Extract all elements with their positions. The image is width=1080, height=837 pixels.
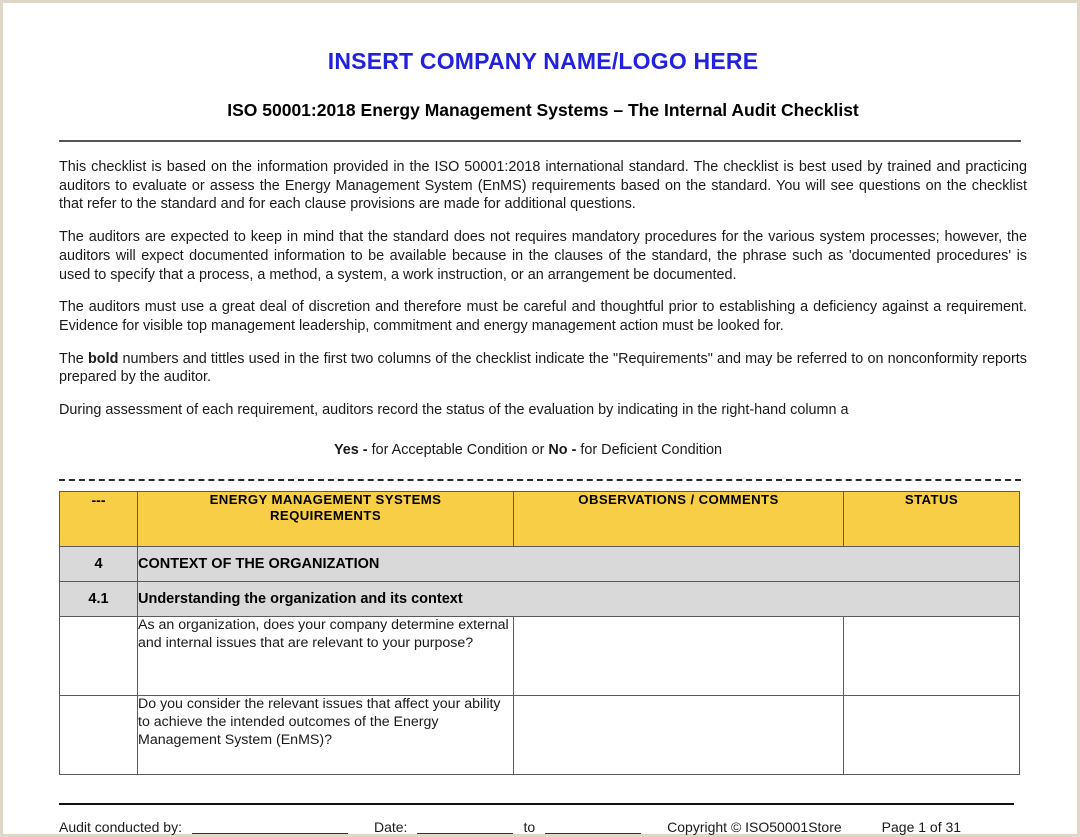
requirements-header-line1: ENERGY MANAGEMENT SYSTEMS xyxy=(209,491,442,507)
page-content xyxy=(59,3,1027,835)
yes-no-legend xyxy=(59,442,1027,458)
document-title: ISO 50001:2018 Energy Management Systems – The Internal Audit Checklist xyxy=(227,100,859,120)
title-divider xyxy=(59,140,1021,142)
question-number-cell xyxy=(60,616,138,695)
column-header-number: --- xyxy=(60,491,138,546)
clause-number: 4 xyxy=(60,546,138,581)
date-to-blank[interactable] xyxy=(545,833,641,834)
footer-divider xyxy=(59,803,1014,805)
clause-number: 4.1 xyxy=(60,581,138,616)
auditor-name-blank[interactable] xyxy=(192,833,348,834)
legend-yes-label: Yes - xyxy=(334,441,368,458)
paragraph-4-suffix: numbers and tittles used in the first two columns of the checklist indicate the "Requirements" and may be referred to on nonconformity reports prepared by the auditor. xyxy=(59,350,1028,386)
date-from-blank[interactable] xyxy=(417,833,513,834)
column-header-status: STATUS xyxy=(844,491,1020,546)
paragraph-4-prefix: The xyxy=(59,350,88,367)
question-text: Do you consider the relevant issues that affect your ability to achieve the intended outcomes of the Energy Management System (EnMS)? xyxy=(138,695,514,774)
intro-paragraph-5: During assessment of each requirement, auditors record the status of the evaluation by indicating in the right-hand column a xyxy=(59,402,849,419)
audit-conducted-by-label: Audit conducted by: xyxy=(59,818,182,835)
legend-no-label: No - xyxy=(548,441,577,458)
to-label: to xyxy=(523,818,536,835)
intro-paragraph-1: This checklist is based on the information provided in the ISO 50001:2018 international standard. The checklist is best used by trained and practicing auditors to evaluate or assess the Energy Management System (EnMS) requirements based on the standard. You will see questions on the checklist that refer to the standard and for each clause provisions are made for additional questions. xyxy=(59,159,1027,213)
observations-input-cell[interactable] xyxy=(514,695,844,774)
column-header-observations: OBSERVATIONS / COMMENTS xyxy=(514,491,844,546)
table-body xyxy=(60,546,1020,774)
intro-paragraph-2: The auditors are expected to keep in mind that the standard does not requires mandatory procedures for the various system processes; however, the auditors will expect documented information to be available because in the clauses of the standard, the phrase such as 'documented procedures' is used to specify that a process, a method, a system, a work instruction, or an arrangement be documented. xyxy=(59,229,1027,283)
observations-input-cell[interactable] xyxy=(514,616,844,695)
status-input-cell[interactable] xyxy=(844,695,1020,774)
table-row xyxy=(60,616,1020,695)
table-row xyxy=(60,695,1020,774)
question-number-cell xyxy=(60,695,138,774)
table-row xyxy=(60,581,1020,616)
clause-title: CONTEXT OF THE ORGANIZATION xyxy=(138,546,1020,581)
legend-deficient-text: for Deficient Condition xyxy=(576,441,722,458)
company-name-placeholder: INSERT COMPANY NAME/LOGO HERE xyxy=(327,48,759,74)
question-text: As an organization, does your company determine external and internal issues that are relevant to your purpose? xyxy=(138,616,514,695)
page-footer xyxy=(59,819,1027,835)
intro-paragraph-4 xyxy=(59,350,1027,387)
table-header-row xyxy=(60,491,1020,546)
audit-checklist-table xyxy=(59,491,1020,775)
status-input-cell[interactable] xyxy=(844,616,1020,695)
dashed-separator xyxy=(59,479,1021,481)
requirements-header-line2: REQUIREMENTS xyxy=(269,508,382,524)
copyright-notice: Copyright © ISO50001Store xyxy=(667,818,842,835)
table-header xyxy=(60,491,1020,546)
column-header-requirements xyxy=(138,491,514,546)
paragraph-4-bold-word: bold xyxy=(87,350,119,367)
page-number: Page 1 of 31 xyxy=(881,818,962,835)
intro-paragraph-3: The auditors must use a great deal of discretion and therefore must be careful and thoughtful prior to establishing a deficiency against a requirement. Evidence for visible top management leadership, commitment and energy management action must be looked for. xyxy=(59,299,1027,335)
table-row xyxy=(60,546,1020,581)
date-label: Date: xyxy=(373,818,408,835)
clause-title: Understanding the organization and its context xyxy=(138,581,1020,616)
legend-acceptable-text: for Acceptable Condition or xyxy=(367,441,549,458)
